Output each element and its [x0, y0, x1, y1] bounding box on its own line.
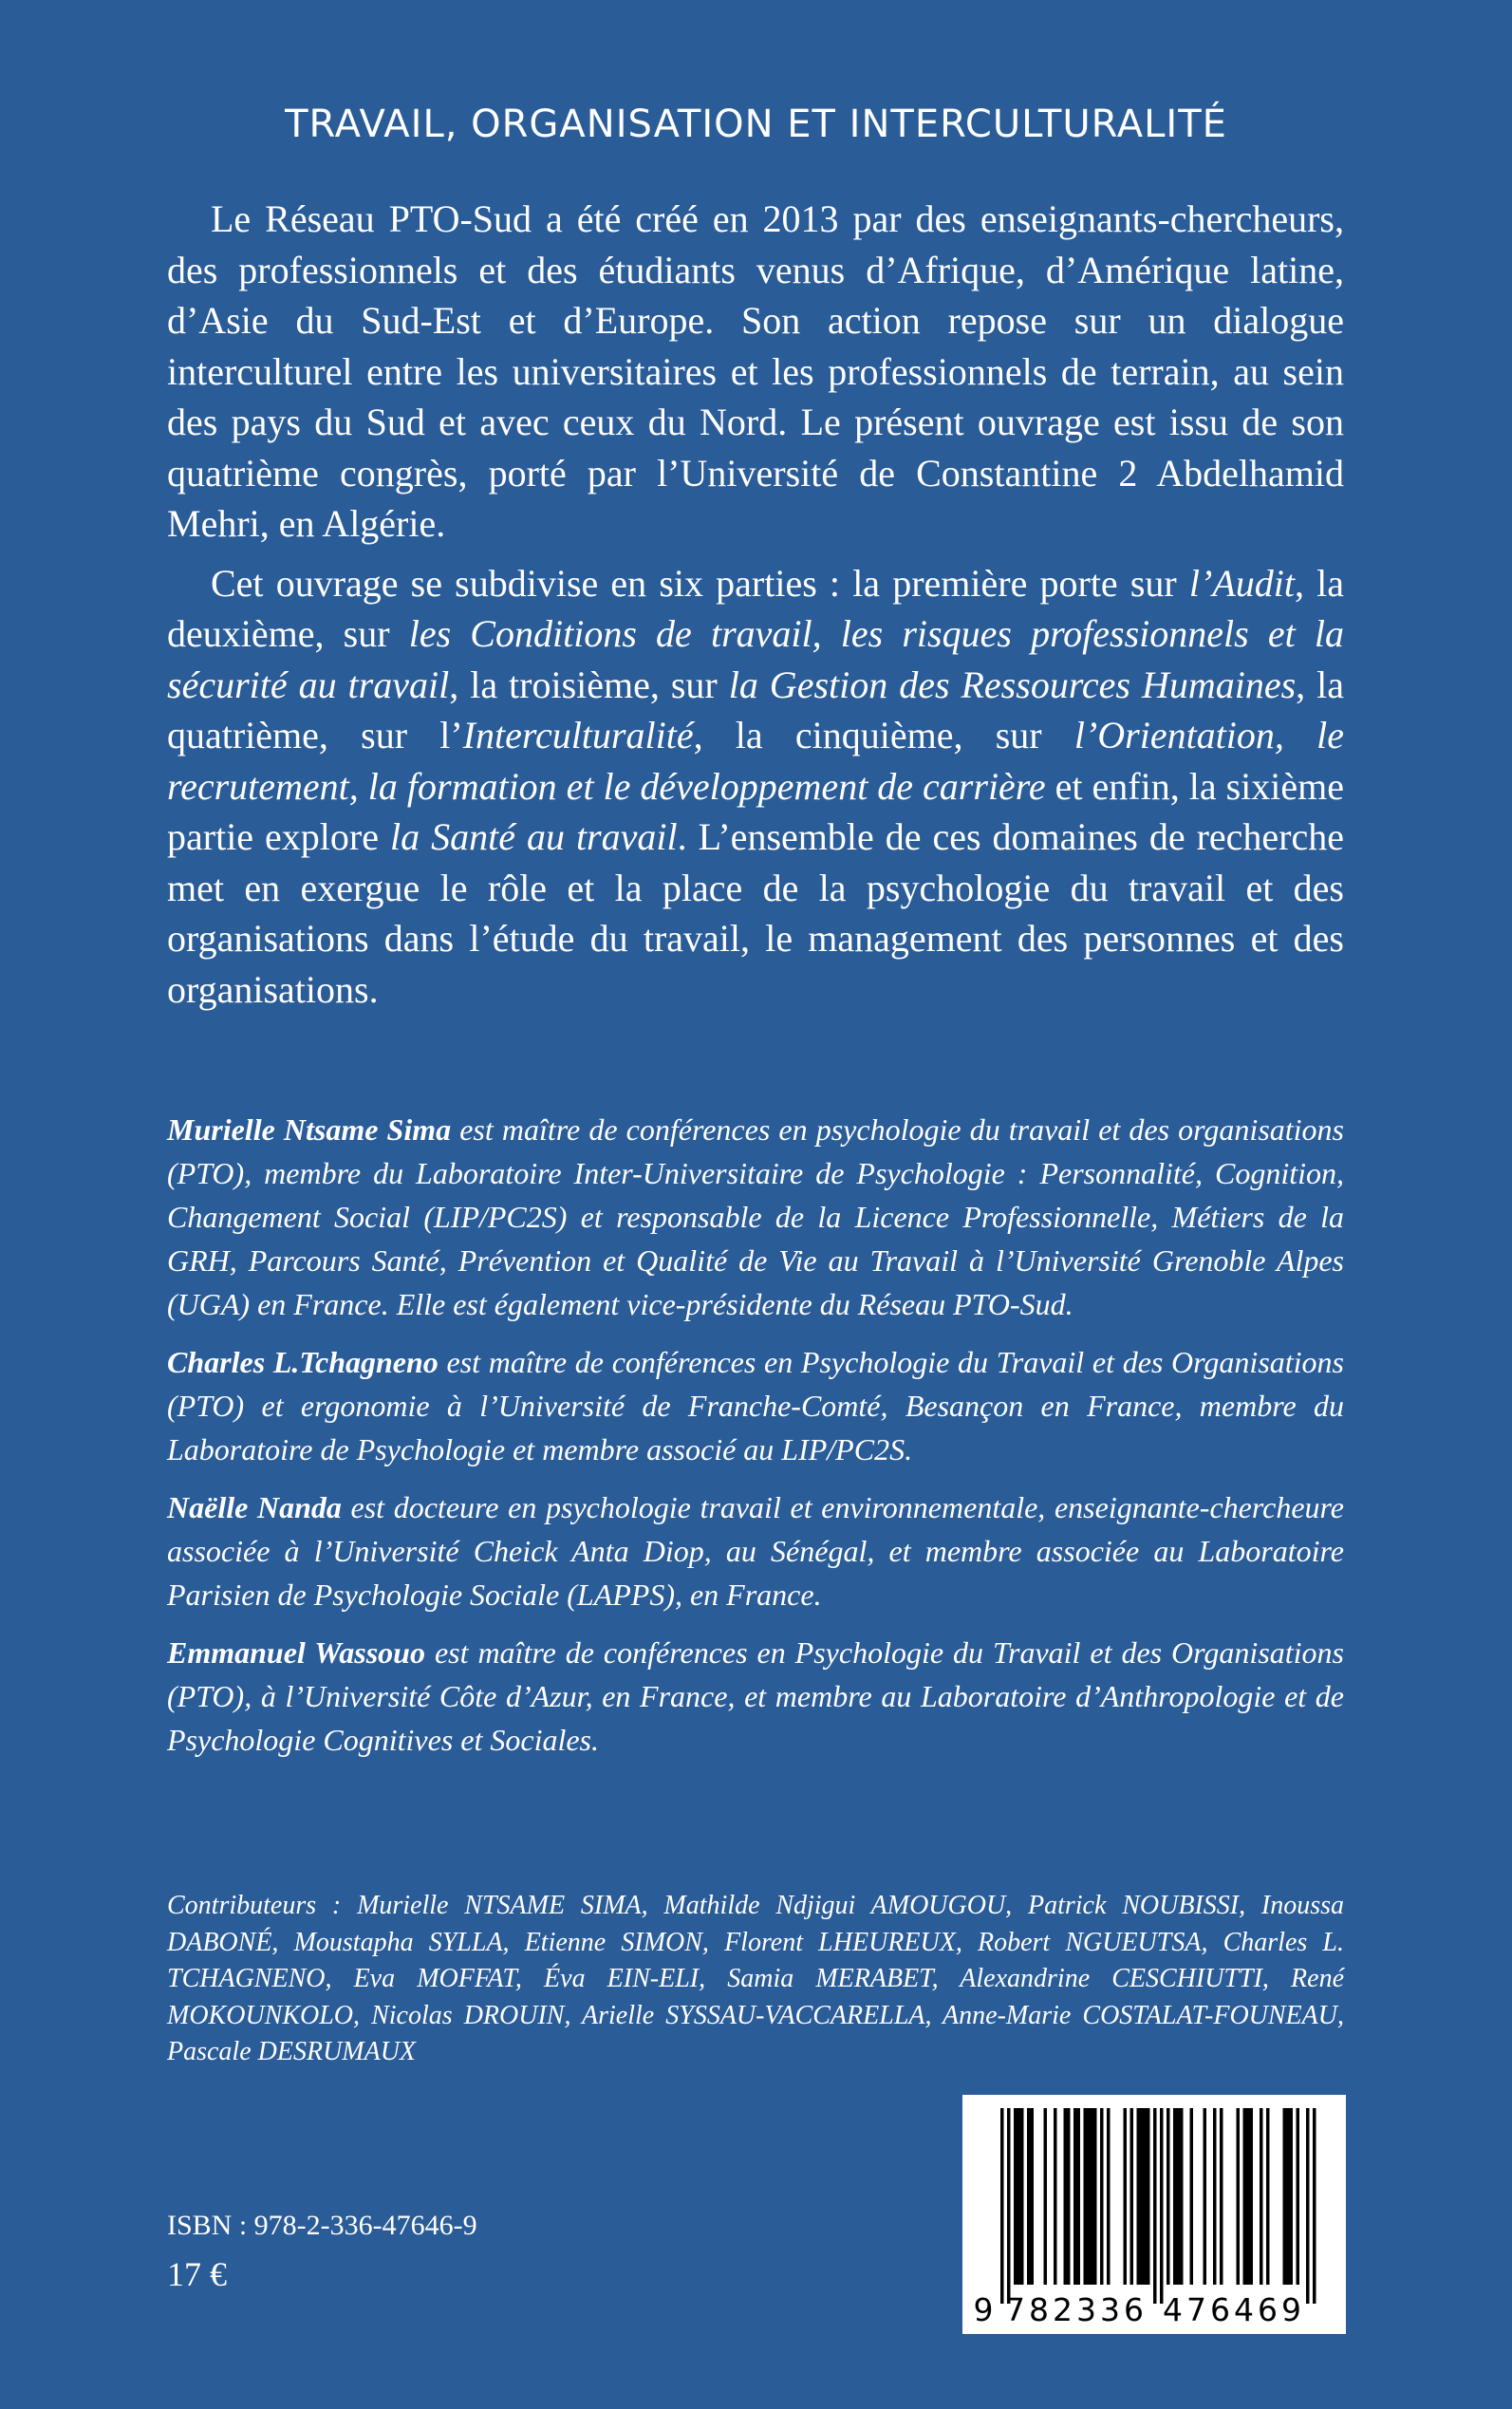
barcode-bar	[1054, 2108, 1057, 2285]
author-bios	[167, 1108, 1344, 1776]
barcode-right-digits: 476469	[1163, 2291, 1305, 2328]
price: 17 €	[167, 2255, 227, 2293]
barcode-bar	[1107, 2108, 1111, 2285]
barcode-bar	[1297, 2108, 1300, 2285]
isbn: ISBN : 978-2-336-47646-9	[167, 2210, 477, 2241]
barcode-bar	[1124, 2108, 1128, 2285]
author-bio: Naëlle Nanda est docteure en psychologie travail et environnementale, enseignante-chercheure associée à l’Université Cheick Anta Diop, au Sénégal, et membre associée au Laboratoire Parisien de Psychologie Sociale (LAPPS), en France.	[167, 1490, 1344, 1612]
barcode-bar	[1213, 2108, 1217, 2285]
author-name: Emmanuel Wassouo	[167, 1635, 425, 1670]
author-name: Charles L.Tchagneno	[167, 1345, 439, 1379]
barcode-bar	[1173, 2108, 1184, 2285]
barcode-graphic	[962, 2095, 1346, 2334]
contributors: Contributeurs : Murielle NTSAME SIMA, Mathilde Ndjigui AMOUGOU, Patrick NOUBISSI, Inoussa DABONÉ, Moustapha SYLLA, Etienne SIMON, Florent LHEUREUX, Robert NGUEUTSA, Charles L. TCHAGNENO, Eva MOFFAT, Éva EIN-ELI, Samia MERABET, Alexandrine CESCHIUTTI, René MOKOUNKOLO, Nicolas DROUIN, Arielle SYSSAU-VACCARELLA, Anne-Marie COSTALAT-FOUNEAU, Pascale DESRUMAUX	[167, 1891, 1344, 2066]
barcode-bar	[1266, 2108, 1270, 2285]
summary-paragraph-2: Cet ouvrage se subdivise en six parties : la première porte sur l’Audit, la deuxième, sur les Conditions de travail, les risques professionnels et la sécurité au travail, la troisième, sur la Gestion des Ressources Humaines, la quatrième, sur l’Interculturalité, la cinquième, sur l’Orientation, le recrutement, la formation et le développement de carrière et enfin, la sixième partie explore la Santé au travail. L’ensemble de ces domaines de recherche met en exergue le rôle et la place de la psychologie du travail et des organisations dans l’étude du travail, le management des personnes et des organisations.	[167, 561, 1345, 1011]
barcode-left-digits: 782336	[1005, 2291, 1148, 2328]
barcode-bar	[1084, 2108, 1097, 2285]
barcode-bar	[1306, 2108, 1310, 2304]
barcode-bar	[1260, 2108, 1263, 2285]
author-name: Murielle Ntsame Sima	[167, 1112, 452, 1147]
barcode-bar	[1153, 2108, 1157, 2304]
barcode-bar	[1014, 2108, 1024, 2285]
summary-paragraph-1: Le Réseau PTO-Sud a été créé en 2013 par des enseignants-chercheurs, des professionnels et des étudiants venus d’Afrique, d’Amérique latine, d’Asie du Sud-Est et d’Europe. Son action repose sur un dialogue interculturel entre les universitaires et les professionnels de terrain, au sein des pays du Sud et avec ceux du Nord. Le présent ouvrage est issu de son quatrième congrès, porté par l’Université de Constantine 2 Abdelhamid Mehri, en Algérie.	[167, 197, 1344, 545]
barcode-bar	[1283, 2108, 1294, 2285]
barcode-bar	[1100, 2108, 1104, 2285]
barcode-bar	[1073, 2108, 1080, 2285]
barcode-bar	[1064, 2108, 1071, 2285]
book-title: TRAVAIL, ORGANISATION ET INTERCULTURALITÉ	[285, 103, 1227, 146]
barcode-bar	[1167, 2108, 1170, 2285]
barcode-bar	[1027, 2108, 1034, 2285]
author-bio: Murielle Ntsame Sima est maître de conférences en psychologie du travail et des organisations (PTO), membre du Laboratoire Inter-Universitaire de Psychologie : Personnalité, Cognition, Changement Social (LIP/PC2S) et responsable de la Licence Professionnelle, Métiers de la GRH, Parcours Santé, Prévention et Qualité de Vie au Travail à l’Université Grenoble Alpes (UGA) en France. Elle est également vice-présidente du Réseau PTO-Sud.	[167, 1112, 1345, 1321]
barcode-bar	[1237, 2108, 1241, 2285]
barcode	[962, 2095, 1346, 2334]
author-bio: Emmanuel Wassouo est maître de conférences en Psychologie du Travail et des Organisations (PTO), à l’Université Côte d’Azur, en France, et membre au Laboratoire d’Anthropologie et de Psychologie Cognitives et Sociales.	[167, 1635, 1345, 1757]
summary	[167, 194, 1344, 1023]
barcode-bar	[1000, 2108, 1004, 2304]
author-bio: Charles L.Tchagneno est maître de conférences en Psychologie du Travail et des Organisations (PTO) et ergonomie à l’Université de Franche-Comté, Besançon en France, membre du Laboratoire de Psychologie et membre associé au LIP/PC2S.	[167, 1345, 1345, 1466]
barcode-bar	[1044, 2108, 1048, 2285]
barcode-bar	[1190, 2108, 1194, 2285]
barcode-bar	[1220, 2108, 1223, 2285]
barcode-bar	[1204, 2108, 1207, 2285]
barcode-first-digit: 9	[973, 2291, 994, 2328]
barcode-bar	[1007, 2108, 1011, 2304]
barcode-bar	[1313, 2108, 1316, 2304]
barcode-bar	[1130, 2108, 1134, 2285]
barcode-bar	[1160, 2108, 1164, 2304]
barcode-bar	[1243, 2108, 1254, 2285]
author-name: Naëlle Nanda	[167, 1490, 342, 1524]
barcode-bar	[1137, 2108, 1150, 2285]
